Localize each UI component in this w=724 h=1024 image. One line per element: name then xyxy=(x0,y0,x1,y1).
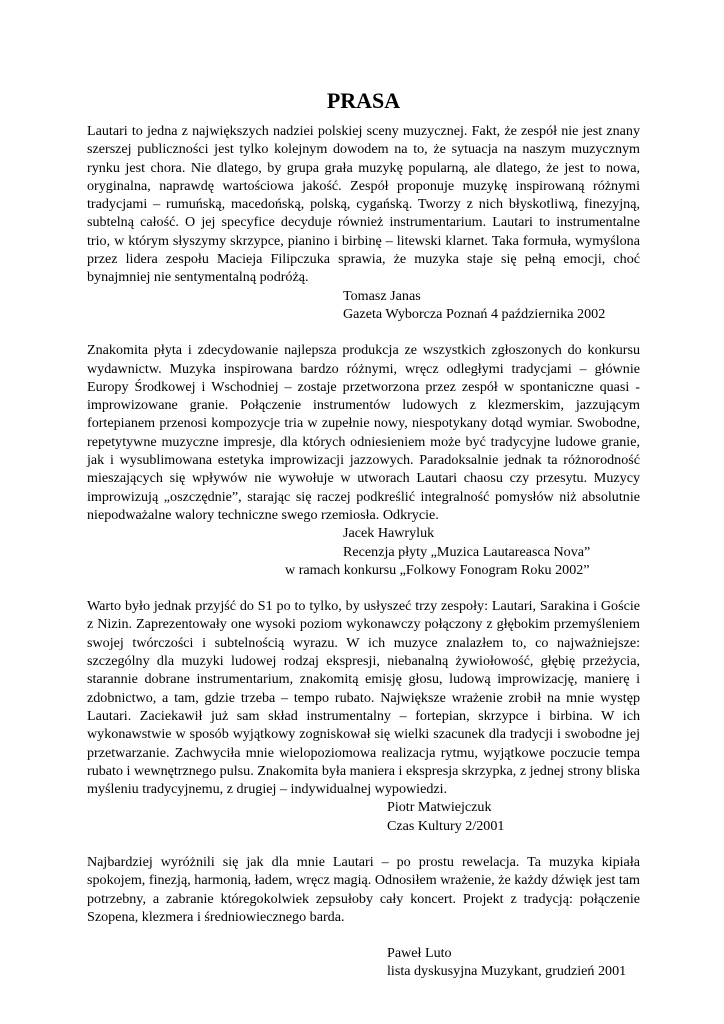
review-source-1: Gazeta Wyborcza Poznań 4 października 2002 xyxy=(343,305,606,322)
review-author-3: Piotr Matwiejczuk xyxy=(387,799,492,816)
section-gap xyxy=(87,579,640,597)
section-gap xyxy=(87,926,640,944)
review-source-4: lista dyskusyjna Muzykant, grudzień 2001 xyxy=(387,963,627,980)
review-source-2-contest: w ramach konkursu „Folkowy Fonogram Roku 2002” xyxy=(285,561,590,578)
review-author-4: Paweł Luto xyxy=(387,945,452,962)
review-text-1: Lautari to jedna z największych nadziei polskiej sceny muzycznej. Fakt, że zespół nie jest znany szerszej publiczności jest tylko kolejnym dowodem na to, że sytuacja na naszym muzycznym rynku jest chora. Nie dlatego, by grupa grała muzykę popularną, ale dlatego, że jest to nowa, oryginalna, naprawdę wartościowa jakość. Zespół proponuje muzykę inspirowaną różnymi tradycjami – rumuńską, macedońską, polską, cygańską. Tworzy z nich błyskotliwą, finezyjną, subtelną całość. O jej specyfice decyduje również instrumentarium. Lautari to instrumentalne trio, w którym słyszymy skrzypce, pianino i birbinę – litewski klarnet. Taka formuła, wymyślona przez lidera zespołu Macieja Filipczuka sprawia, że muzyka staje się pełną emocji, choć bynajmniej nie sentymentalną podróżą. xyxy=(87,123,640,286)
review-text-2: Znakomita płyta i zdecydowanie najlepsza produkcja ze wszystkich zgłoszonych do konkursu wydawnictw. Muzyka inspirowana bardzo różnymi, wręcz odległymi tradycjami – głównie Europy Środkowej i Wschodniej – zostaje przetworzona przez zespół w spontaniczne quasi - improwizowane granie. Połączenie instrumentów ludowych z klezmerskim, jazzującym fortepianem przenosi kompozycje tria w zupełnie nowy, niespotykany dotąd wymiar. Swobodne, repetytywne muzyczne impresje, dla których odniesieniem może być tradycyjne ludowe granie, jak i wysublimowana estetyka improwizacji jazzowych. Paradoksalnie jednak ta różnorodność mieszających się wpływów nie wywołuje w utworach Lautari chaosu czy przesytu. Muzycy improwizują „oszczędnie”, starając się raczej podkreślić integralność pomysłów niż absolutnie niepodważalne walory techniczne swego rzemiosła. Odkrycie. xyxy=(87,342,640,523)
document-page xyxy=(87,88,640,981)
review-source-2: Recenzja płyty „Muzica Lautareasca Nova” xyxy=(343,543,591,560)
page-title: PRASA xyxy=(326,88,401,113)
section-gap xyxy=(87,323,640,341)
review-author-2: Jacek Hawryluk xyxy=(343,525,435,542)
review-text-4: Najbardziej wyróżnili się jak dla mnie Lautari – po prostu rewelacja. Ta muzyka kipiała spokojem, finezją, harmonią, ładem, wręcz magią. Odnosiłem wrażenie, że każdy dźwięk jest tam potrzebny, a zabranie któregokolwiek zepsułoby cały koncert. Projekt z tradycją: połączenie Szopena, klezmera i średniowiecznego barda. xyxy=(87,853,640,925)
review-text-3: Warto było jednak przyjść do S1 po to tylko, by usłyszeć trzy zespoły: Lautari, Sarakina i Goście z Nizin. Zaprezentowały one wysoki poziom wykonawczy połączony z głębokim przemyśleniem swojej twórczości i subtelnością wyrazu. W ich muzyce znalazłem to, co najważniejsze: szczególny dla muzyki ludowej rodzaj ekspresji, niebanalną żywiołowość, głębię przeżycia, starannie dobrane instrumentarium, znakomitą emisję głosu, ludową improwizację, manierę i zdobnictwo, a tam, gdzie trzeba – tempo rubato. Największe wrażenie zrobił na mnie występ Lautari. Zaciekawił już sam skład instrumentalny – fortepian, skrzypce i birbina. W ich wykonawstwie w sposób wyjątkowy zogniskował się wielki szacunek dla tradycji i swobodne jej przetwarzanie. Zachwyciła mnie wielopoziomowa realizacja rytmu, wyjątkowe poczucie tempa rubato i wewnętrznego pulsu. Znakomita była maniera i ekspresja skrzypka, z jednej strony bliska myśleniu tradycyjnemu, z drugiej – indywidualnej wypowiedzi. xyxy=(87,598,641,798)
section-gap xyxy=(87,835,640,853)
review-source-3: Czas Kultury 2/2001 xyxy=(387,817,505,834)
review-author-1: Tomasz Janas xyxy=(343,287,421,304)
